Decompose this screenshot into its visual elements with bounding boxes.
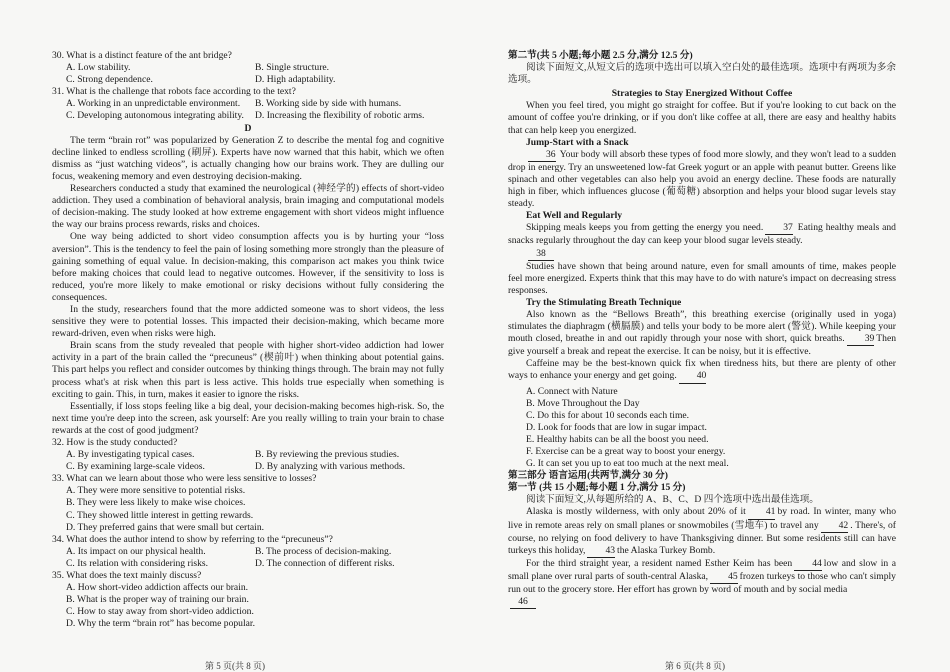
option-31c[interactable]: C. Developing autonomous integrating ability.: [66, 110, 244, 122]
option-31b[interactable]: B. Working side by side with humans.: [255, 98, 402, 110]
paragraph-40-text: Caffeine may be the best-known quick fix when tiredness hits, but there are plenty of other ways to enhance your energy and get going.: [508, 358, 896, 382]
question-34-options-row2: [52, 558, 444, 570]
cloze-text: Alaska is mostly wilderness, with only about 20% of it: [526, 506, 746, 518]
blank-44[interactable]: 44: [794, 558, 822, 571]
blank-36[interactable]: 36: [528, 149, 556, 162]
option-list-item[interactable]: G. It can set you up to eat too much at the next meal.: [526, 458, 729, 470]
option-33c[interactable]: C. They showed little interest in getting rewards.: [66, 509, 254, 521]
section-2-instructions: 阅读下面短文,从短文后的选项中选出可以填入空白处的最佳选项。选项中有两项为多余选项。: [508, 62, 896, 86]
option-35b[interactable]: B. What is the proper way of training our brain.: [66, 594, 249, 606]
paragraph-36-text: Your body will absorb these types of food more slowly, and they won't lead to a sudden drop in energy. Try an unsweetened low-fat Greek yogurt or an apple with peanut butter. Greens like spinach and other vegetables can also help you avoid an energy decline. These foods are naturally high in fiber, which influences glucose (葡萄糖) absorption and helps your blood sugar levels stay steady.: [508, 148, 896, 210]
option-30b[interactable]: B. Single structure.: [255, 62, 330, 74]
cloze-text: by road. In winter, many who live in remote areas rely on small planes or snowmobiles (雪地车) to travel any: [508, 506, 896, 531]
subheading-breath: Try the Stimulating Breath Technique: [526, 296, 682, 308]
option-list-item[interactable]: B. Move Throughout the Day: [526, 397, 640, 409]
paragraph-39-text-a: Also known as the “Bellows Breath”, this breathing exercise (originally used in yoga) stimulates the diaphragm (横膈膜) and tells your body to be more alert (警觉). While keeping your mouth closed, breathe in and out rapidly through your nose with short, quick breaths.: [508, 308, 896, 345]
blank-46-line: [508, 596, 896, 609]
blank-46[interactable]: 46: [510, 596, 536, 609]
question-30-options-row2: [52, 74, 444, 86]
left-page: [52, 50, 444, 631]
subheading-snack: Jump-Start with a Snack: [526, 136, 629, 148]
option-list-item[interactable]: E. Healthy habits can be all the boost you need.: [526, 433, 709, 445]
option-30a[interactable]: A. Low stability.: [66, 62, 131, 74]
question-32-options-row2: [52, 461, 444, 473]
right-page-footer: 第 6 页(共 8 页): [665, 661, 725, 671]
option-34c[interactable]: C. Its relation with considering risks.: [66, 557, 209, 569]
question-32-stem: 32. How is the study conducted?: [52, 437, 178, 448]
paragraph-39: [508, 309, 896, 358]
paragraph-40: [508, 358, 896, 383]
option-30c[interactable]: C. Strong dependence.: [66, 74, 153, 86]
option-33b[interactable]: B. They were less likely to make wise choices.: [66, 497, 246, 509]
question-33-stem: 33. What can we learn about those who were less sensitive to losses?: [52, 473, 317, 485]
paragraph-36: [508, 149, 896, 210]
cloze-text: the Alaska Turkey Bomb.: [617, 544, 716, 556]
cloze-text: frozen turkeys to those who can't simply run out to the grocery store. Her effort has grown by word of mouth and by social media: [508, 570, 896, 596]
blank-37[interactable]: 37: [765, 222, 793, 235]
option-30d[interactable]: D. High adaptability.: [255, 74, 336, 86]
section-1-instructions: 阅读下面短文,从每题所给的 A、B、C、D 四个选项中选出最佳选项。: [526, 494, 819, 506]
passage-intro: When you feel tired, you might go straight for coffee. But if you're looking to cut back on the amount of coffee you're drinking, or if you don't like coffee at all, there are easy and healthy habits that can help keep you energized.: [508, 100, 896, 136]
paragraph-37-text-b: Eating healthy meals and snacks regularly throughout the day can keep your blood sugar levels steady.: [508, 222, 896, 247]
passage-paragraph: One way being addicted to short video consumption affects you is by hurting your “loss aversion”. This is the tendency to feel the pain of losing something more strongly than the pleasure of gaining something of equal value. In decision-making, this comparison act makes you think twice before making choices that could lead to negative outcomes. However, if the sensitivity to loss is reduced, you're more likely to make emotional or risky decisions without fully considering the consequences.: [52, 231, 444, 303]
passage-paragraph: Essentially, if loss stops feeling like a big deal, your decision-making becomes high-risk. So, the next time you're deep into the screen, ask yourself: Are you really willing to train your brain to chase rewards at the cost of good judgment?: [52, 400, 444, 436]
blank-45[interactable]: 45: [710, 571, 738, 584]
option-32b[interactable]: B. By reviewing the previous studies.: [255, 449, 400, 461]
option-35d[interactable]: D. Why the term “brain rot” has become popular.: [66, 618, 255, 630]
cloze-text: For the third straight year, a resident named Esther Keim has been: [526, 557, 793, 569]
question-31-stem: 31. What is the challenge that robots face according to the text?: [52, 86, 296, 98]
option-32a[interactable]: A. By investigating typical cases.: [66, 449, 195, 461]
cloze-paragraph-1: [508, 506, 896, 557]
question-32-options-row1: [52, 449, 444, 461]
cloze-text: low and slow in a small plane over rural parts of south-central Alaska,: [508, 557, 896, 582]
blank-39[interactable]: 39: [847, 333, 875, 346]
question-31-options-row1: [52, 98, 444, 110]
right-page: [508, 50, 896, 609]
passage-paragraph: Brain scans from the study revealed that people with higher short-video addiction had lower activity in a part of the brain called the “precuneus” (楔前叶) when thinking about potential gains. This part helps you reflect and consider outcomes by thinking things through. The brain may not fully process what's at risk when this part is less active. This holds true especially when something is exciting to gain. This, in turn, makes it easier to ignore the risks.: [52, 340, 444, 400]
option-list-item[interactable]: D. Look for foods that are low in sugar impact.: [526, 421, 707, 433]
option-31d[interactable]: D. Increasing the flexibility of robotic arms.: [255, 110, 425, 122]
option-32d[interactable]: D. By analyzing with various methods.: [255, 461, 406, 473]
left-page-footer: 第 5 页(共 8 页): [205, 661, 265, 671]
cloze-text: . There's, of course, no relying on food delivery to have Thanksgiving dinner. But some residents still can have turkeys this holiday,: [508, 519, 896, 556]
option-list-item[interactable]: C. Do this for about 10 seconds each time.: [526, 409, 690, 421]
section-2-heading: 第二节(共 5 小题;每小题 2.5 分,满分 12.5 分): [508, 50, 693, 61]
option-34a[interactable]: A. Its impact on our physical health.: [66, 545, 206, 557]
blank-38[interactable]: 38: [528, 248, 554, 261]
blank-38-line: [508, 248, 896, 261]
option-34b[interactable]: B. The process of decision-making.: [255, 545, 392, 557]
paragraph-37-text-a: Skipping meals keeps you from getting the energy you need.: [526, 222, 764, 234]
passage-title: Strategies to Stay Energized Without Coffee: [611, 88, 793, 100]
subheading-eat-well: Eat Well and Regularly: [526, 210, 623, 222]
question-30-stem: 30. What is a distinct feature of the ant bridge?: [52, 50, 232, 61]
blank-43[interactable]: 43: [587, 545, 615, 558]
blank-41[interactable]: 41: [748, 506, 776, 519]
question-35-stem: 35. What does the text mainly discuss?: [52, 570, 202, 582]
passage-paragraph: Researchers conducted a study that examined the neurological (神经学的) effects of short-video addiction. They used a combination of behavioral analysis, brain imaging and computational models of decision-making. The study looked at how extreme engagement with short videos might influence the way our brains process rewards, risks and choices.: [52, 183, 444, 231]
paragraph-38: Studies have shown that being around nature, even for small amounts of time, makes people feel more energized. Experts think that this may have to do with nature's impact on decreasing stress responses.: [508, 260, 896, 296]
option-34d[interactable]: D. The connection of different risks.: [255, 557, 395, 569]
paragraph-39-text-b: Then give yourself a break and repeat the exercise. It can be noisy, but it is effective.: [508, 333, 896, 358]
option-list-item[interactable]: F. Exercise can be a great way to boost your energy.: [526, 446, 726, 457]
passage-label: D: [244, 122, 252, 134]
question-34-stem: 34. What does the author intend to show by referring to the “precuneus”?: [52, 533, 333, 545]
question-34-options-row1: [52, 546, 444, 558]
question-31-options-row2: [52, 110, 444, 122]
option-33a[interactable]: A. They were more sensitive to potential risks.: [66, 485, 246, 497]
option-32c[interactable]: C. By examining large-scale videos.: [66, 461, 205, 473]
section-1-heading: 第一节 (共 15 小题;每小题 1 分,满分 15 分): [508, 482, 686, 494]
option-33d[interactable]: D. They preferred gains that were small but certain.: [66, 521, 265, 533]
option-35a[interactable]: A. How short-video addiction affects our brain.: [66, 582, 249, 594]
option-31a[interactable]: A. Working in an unpredictable environment.: [66, 98, 241, 110]
passage-paragraph: In the study, researchers found that the more addicted someone was to short videos, the less sensitive they were to potential losses. This impacted their decision-making, which became more reward-driven, even when risks were high.: [52, 303, 444, 340]
blank-42[interactable]: 42: [821, 520, 849, 533]
paragraph-37: [508, 222, 896, 247]
cloze-paragraph-2: [508, 558, 896, 596]
part-3-heading: 第三部分 语言运用(共两节,满分 30 分): [508, 470, 668, 482]
option-list-item[interactable]: A. Connect with Nature: [526, 385, 618, 397]
passage-paragraph: The term “brain rot” was popularized by Generation Z to describe the mental fog and cognitive decline linked to endless scrolling (刷屏). Experts have now warned that this habit, which we often dismiss as “just watching videos”, is actually changing how our brains work. They are dulling our focus, weakening memory and even destroying decision-making.: [52, 134, 444, 182]
question-30-options-row1: [52, 62, 444, 74]
option-35c[interactable]: C. How to stay away from short-video addiction.: [66, 606, 254, 618]
blank-40[interactable]: 40: [679, 370, 707, 383]
